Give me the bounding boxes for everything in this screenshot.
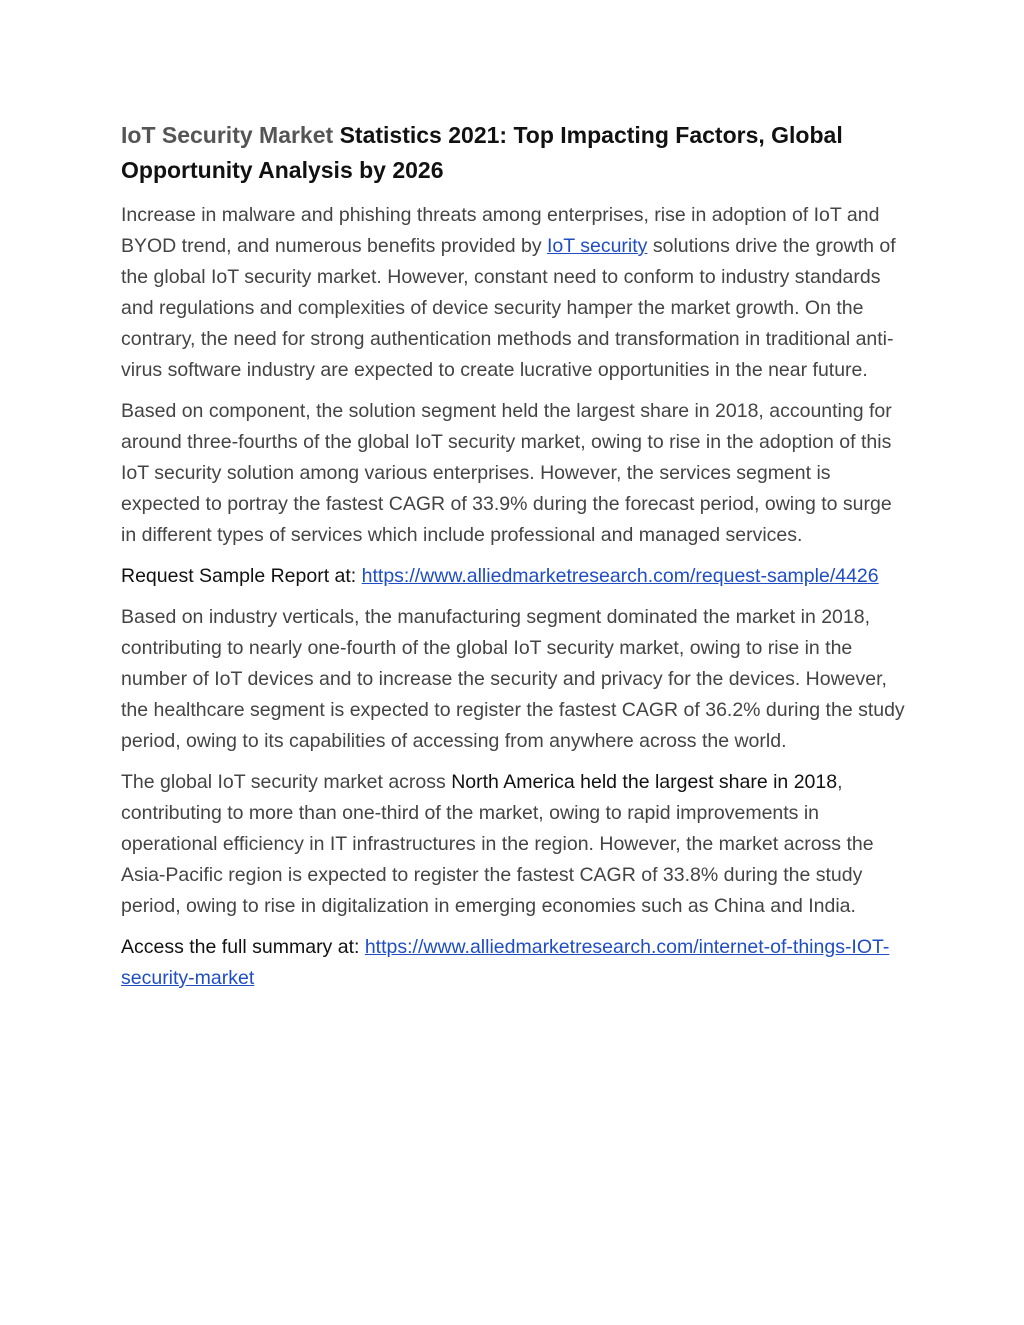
paragraph-intro	[121, 200, 911, 386]
document-title	[121, 118, 911, 188]
paragraph-component: Based on component, the solution segment held the largest share in 2018, accounting for around three-fourths of the global IoT security market, owing to rise in the adoption of this IoT security solution among various enterprises. However, the services segment is expected to portray the fastest CAGR of 33.9% during the forecast period, owing to surge in different types of services which include professional and managed services.	[121, 400, 892, 546]
access-summary-label: Access the full summary at:	[121, 936, 365, 958]
access-summary-link[interactable]: https://www.alliedmarketresearch.com/internet-of-things-IOT-security-market	[121, 936, 890, 989]
paragraph-industry-verticals: Based on industry verticals, the manufacturing segment dominated the market in 2018, contributing to nearly one-fourth of the global IoT security market, owing to rise in the number of IoT devices and to increase the security and privacy for the devices. However, the healthcare segment is expected to register the fastest CAGR of 36.2% during the study period, owing to its capabilities of accessing from anywhere across the world.	[121, 606, 905, 752]
request-sample-line	[121, 561, 911, 592]
title-rest: Statistics 2021: Top Impacting Factors, Global Opportunity Analysis by 2026	[121, 122, 843, 183]
intro-text-before-link: Increase in malware and phishing threats among enterprises, rise in adoption of IoT and BYOD trend, and numerous benefits provided by	[121, 204, 880, 257]
iot-security-link[interactable]: IoT security	[547, 235, 648, 257]
title-lead: IoT Security Market	[121, 122, 334, 148]
regional-text-before: The global IoT security market across	[121, 771, 452, 793]
intro-text-after-link: solutions drive the growth of the global IoT security market. However, constant need to conform to industry standards and regulations and complexities of device security hamper the market growth. On the contrary, the need for strong authentication methods and transformation in traditional anti-virus software industry are expected to create lucrative opportunities in the near future.	[121, 235, 896, 381]
request-sample-link[interactable]: https://www.alliedmarketresearch.com/request-sample/4426	[361, 565, 879, 587]
request-sample-label: Request Sample Report at:	[121, 565, 362, 587]
paragraph-regional	[121, 767, 911, 922]
access-summary-line	[121, 932, 911, 994]
document-page	[121, 118, 911, 1004]
regional-text-after: , contributing to more than one-third of the market, owing to rapid improvements in operational efficiency in IT infrastructures in the region. However, the market across the Asia-Pacific region is expected to register the fastest CAGR of 33.8% during the study period, owing to rise in digitalization in emerging economies such as China and India.	[121, 771, 874, 917]
regional-highlight: North America held the largest share in 2018	[451, 771, 838, 793]
